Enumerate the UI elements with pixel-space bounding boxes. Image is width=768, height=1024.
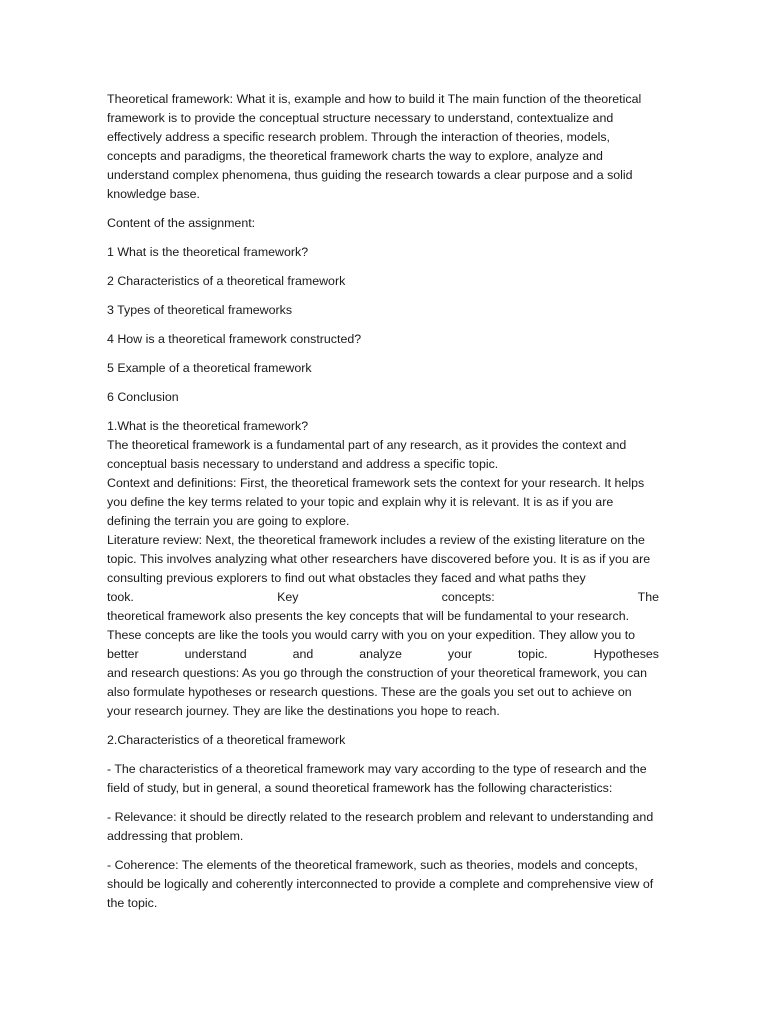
section-1-heading: 1.What is the theoretical framework?	[107, 419, 309, 433]
section-1-paragraph-3a: Literature review: Next, the theoretical framework includes a review of the existing literature on the topic. This involves analyzing what other researchers have discovered before you. It is as if you are consulting previous explorers to find out what obstacles they faced and what paths they	[107, 533, 651, 585]
section-1-line-better	[107, 645, 659, 664]
section-1-paragraph-3b: theoretical framework also presents the key concepts that will be fundamental to your research. These concepts are like the tools you would carry with you on your expedition. They allow you to	[107, 609, 636, 642]
section-1-paragraph-3c: and research questions: As you go through the construction of your theoretical framework, you can also formulate hypotheses or research questions. These are the goals you set out to achieve on your research journey. They are like the destinations you hope to reach.	[107, 666, 647, 718]
section-1-line-took	[107, 588, 659, 607]
section-1	[107, 417, 659, 721]
contents-item-3: 3 Types of theoretical frameworks	[107, 303, 293, 317]
contents-heading: Content of the assignment:	[107, 216, 256, 230]
contents-item-5: 5 Example of a theoretical framework	[107, 361, 312, 375]
section-1-paragraph-1: The theoretical framework is a fundamental part of any research, as it provides the context and conceptual basis necessary to understand and address a specific topic.	[107, 438, 627, 471]
section-2-heading: 2.Characteristics of a theoretical framework	[107, 733, 346, 747]
contents-item-1: 1 What is the theoretical framework?	[107, 245, 309, 259]
section-1-paragraph-2: Context and definitions: First, the theoretical framework sets the context for your research. It helps you define the key terms related to your topic and explain why it is relevant. It is as if you are defining the terrain you are going to explore.	[107, 476, 645, 528]
document-page	[107, 90, 659, 923]
contents-item-2: 2 Characteristics of a theoretical framework	[107, 274, 346, 288]
section-2-paragraph-2: - Relevance: it should be directly related to the research problem and relevant to understanding and addressing that problem.	[107, 810, 654, 843]
better-understand-text: better understand and analyze your topic.	[107, 647, 548, 661]
contents-item-6: 6 Conclusion	[107, 390, 179, 404]
hypotheses-text: Hypotheses	[593, 647, 659, 661]
took-text: took.	[107, 590, 134, 604]
section-2-paragraph-1: - The characteristics of a theoretical framework may vary according to the type of research and the field of study, but in general, a sound theoretical framework has the following characteristics:	[107, 762, 647, 795]
contents-item-4: 4 How is a theoretical framework constructed?	[107, 332, 362, 346]
key-concepts-text: Key concepts: The	[277, 590, 659, 604]
section-2-paragraph-3: - Coherence: The elements of the theoretical framework, such as theories, models and concepts, should be logically and coherently interconnected to provide a complete and comprehensive view of the topic.	[107, 858, 654, 910]
intro-paragraph: Theoretical framework: What it is, example and how to build it The main function of the theoretical framework is to provide the conceptual structure necessary to understand, contextualize and effectively address a specific research problem. Through the interaction of theories, models, concepts and paradigms, the theoretical framework charts the way to explore, analyze and understand complex phenomena, thus guiding the research towards a clear purpose and a solid knowledge base.	[107, 92, 642, 201]
